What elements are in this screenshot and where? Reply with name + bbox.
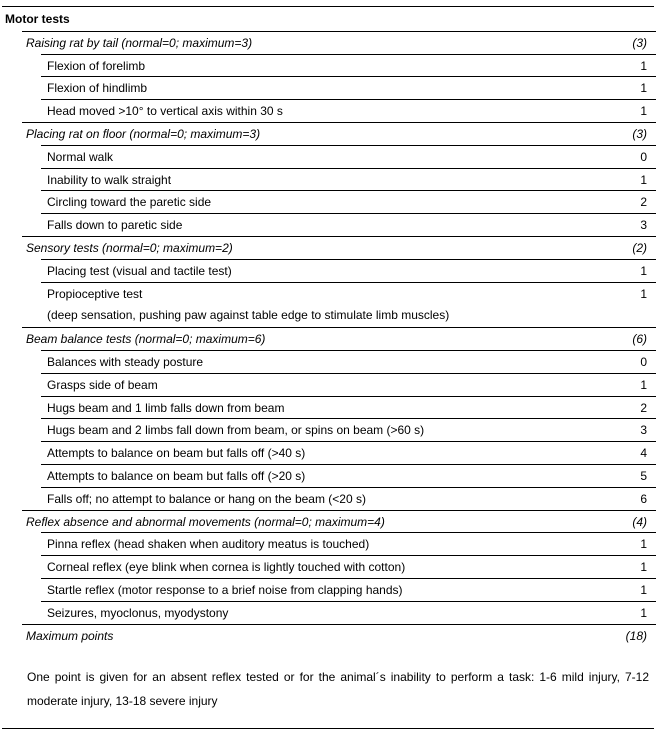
section-label: Sensory tests (normal=0; maximum=2) <box>26 240 233 255</box>
item-points: 1 <box>640 605 647 620</box>
item-row <box>41 487 656 510</box>
section-points: (3) <box>632 35 647 50</box>
item-row <box>41 441 656 464</box>
item-points: 5 <box>640 468 647 483</box>
section-label: Raising rat by tail (normal=0; maximum=3) <box>26 35 253 50</box>
item-label: Hugs beam and 1 limb falls down from beam <box>47 400 285 415</box>
section-row <box>22 31 656 54</box>
item-label: Falls down to paretic side <box>47 218 183 233</box>
section-label: Beam balance tests (normal=0; maximum=6) <box>26 332 266 347</box>
item-label: Propioceptive test <box>47 286 143 301</box>
footnote: One point is given for an absent reflex tested or for the animal´s inability to perform a task: 1-6 mild injury, 7-12 moderate injury, 13-18 severe injury <box>27 670 649 708</box>
item-points: 2 <box>640 195 647 210</box>
item-points: 1 <box>640 104 647 119</box>
section-points: (4) <box>632 514 647 529</box>
item-label: Placing test (visual and tactile test) <box>47 263 232 278</box>
item-row <box>41 76 656 99</box>
item-row <box>41 418 656 441</box>
item-label: Corneal reflex (eye blink when cornea is lightly touched with cotton) <box>47 560 406 575</box>
scoring-table <box>0 8 656 646</box>
item-label: (deep sensation, pushing paw against table edge to stimulate limb muscles) <box>47 308 450 323</box>
item-points: 1 <box>640 582 647 597</box>
section-points: (6) <box>632 332 647 347</box>
item-label: Falls off; no attempt to balance or hang on the beam (<20 s) <box>47 491 366 506</box>
item-points: 1 <box>640 263 647 278</box>
item-label: Flexion of hindlimb <box>47 81 148 96</box>
item-label: Seizures, myoclonus, myodystony <box>47 605 229 620</box>
item-row <box>41 601 656 624</box>
item-row <box>41 464 656 487</box>
item-points: 0 <box>640 354 647 369</box>
item-row <box>41 259 656 282</box>
item-label: Balances with steady posture <box>47 354 204 369</box>
section-points: (2) <box>632 240 647 255</box>
table-title: Motor tests <box>5 12 70 26</box>
total-points: (18) <box>625 628 647 643</box>
item-label: Startle reflex (motor response to a brief noise from clapping hands) <box>47 582 403 597</box>
item-points: 3 <box>640 423 647 438</box>
section-row <box>22 236 656 259</box>
section-label: Placing rat on floor (normal=0; maximum=3) <box>26 126 261 141</box>
item-label: Attempts to balance on beam but falls off (>40 s) <box>47 446 306 461</box>
section-row <box>22 510 656 533</box>
item-label: Inability to walk straight <box>47 172 172 187</box>
item-row <box>41 145 656 168</box>
item-row <box>41 54 656 77</box>
item-row <box>41 578 656 601</box>
item-label: Head moved >10° to vertical axis within 30 s <box>47 104 283 119</box>
item-points: 1 <box>640 81 647 96</box>
item-points: 1 <box>640 58 647 73</box>
item-points: 4 <box>640 446 647 461</box>
item-row <box>41 213 656 236</box>
item-row <box>41 555 656 578</box>
item-label: Circling toward the paretic side <box>47 195 212 210</box>
item-points: 1 <box>640 377 647 392</box>
top-rule <box>2 6 654 7</box>
item-points: 6 <box>640 491 647 506</box>
item-label: Attempts to balance on beam but falls off (>20 s) <box>47 468 306 483</box>
item-points: 1 <box>640 172 647 187</box>
item-row <box>41 190 656 213</box>
item-row <box>41 99 656 122</box>
section-label: Reflex absence and abnormal movements (normal=0; maximum=4) <box>26 514 385 529</box>
item-row <box>41 396 656 419</box>
item-points: 1 <box>640 537 647 552</box>
item-label: Hugs beam and 2 limbs fall down from beam, or spins on beam (>60 s) <box>47 423 425 438</box>
bottom-rule <box>2 728 654 729</box>
item-points: 3 <box>640 218 647 233</box>
table-title-row <box>0 8 656 31</box>
section-row <box>22 122 656 145</box>
section-row <box>22 327 656 350</box>
item-row <box>41 282 656 305</box>
item-points: 2 <box>640 400 647 415</box>
total-row <box>22 624 656 647</box>
item-label: Normal walk <box>47 149 114 164</box>
table-body <box>0 31 656 624</box>
item-label: Pinna reflex (head shaken when auditory meatus is touched) <box>47 537 370 552</box>
item-row <box>41 304 656 327</box>
item-row <box>41 532 656 555</box>
item-points: 1 <box>640 286 647 301</box>
item-row <box>41 168 656 191</box>
item-row <box>41 373 656 396</box>
item-label: Grasps side of beam <box>47 377 158 392</box>
item-points: 1 <box>640 560 647 575</box>
item-points: 0 <box>640 149 647 164</box>
section-points: (3) <box>632 126 647 141</box>
item-row <box>41 350 656 373</box>
item-label: Flexion of forelimb <box>47 58 146 73</box>
total-label: Maximum points <box>26 628 114 643</box>
